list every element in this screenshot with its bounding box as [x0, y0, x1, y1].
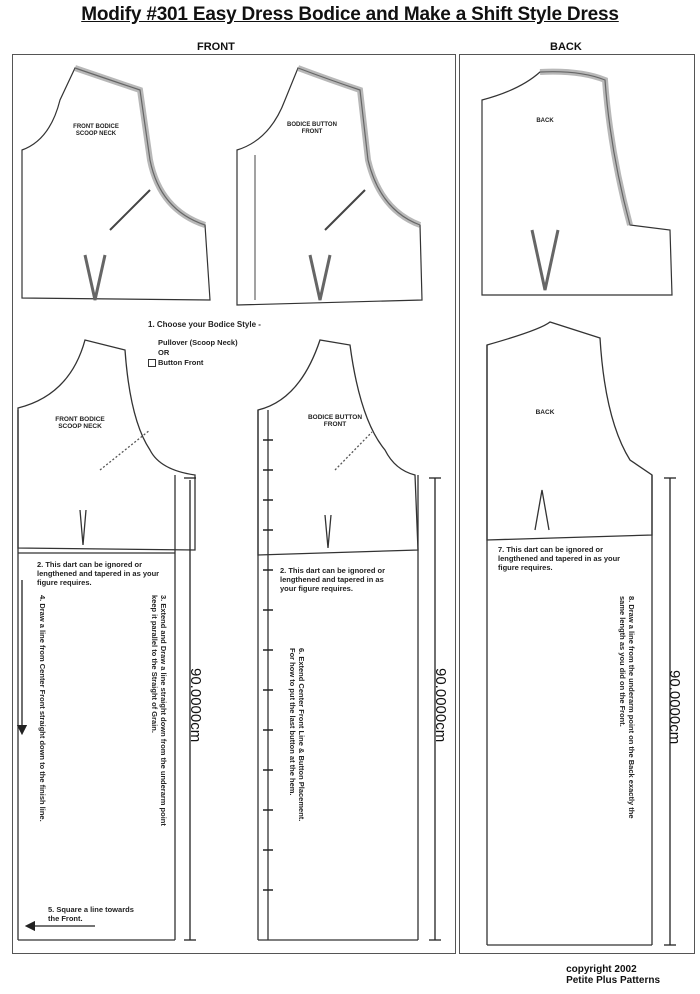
front-button-thumbnail — [237, 68, 422, 305]
label-front-scoop: FRONT BODICE SCOOP NECK — [55, 416, 105, 430]
step1-title: 1. Choose your Bodice Style - — [148, 320, 261, 329]
side-seam-front-note: 3. Extend and Draw a line straight down from the underarm point keep it parallel to the Straight of Grain. — [150, 595, 168, 826]
back-section-label: BACK — [550, 41, 582, 53]
step1-or: OR — [158, 348, 170, 357]
measurement-back: 90.0000cm — [666, 670, 683, 745]
hem-square-note: 5. Square a line towards the Front. — [48, 905, 134, 923]
step1-option-b: Button Front — [158, 358, 204, 367]
label-back: BACK — [535, 409, 555, 416]
measurement-front: 90.0000cm — [187, 668, 204, 743]
front-scoop-thumbnail — [22, 68, 210, 300]
copyright-line1: copyright 2002 — [566, 964, 637, 975]
checkbox-button-front — [148, 359, 156, 367]
copyright — [566, 964, 660, 986]
label-front-scoop-small: FRONT BODICE SCOOP NECK — [73, 124, 119, 137]
front-button-piece — [258, 340, 441, 940]
back-thumbnail — [482, 72, 672, 295]
copyright-line2: Petite Plus Patterns — [566, 975, 660, 986]
dart-note-front: 2. This dart can be ignored or lengthened and tapered in as your figure requires. — [37, 560, 160, 587]
dart-note-button: 2. This dart can be ignored or lengthened and tapered in as your figure requires. — [280, 566, 386, 593]
button-front-extend-note: 6. Extend Center Front Line & Button Placement. For how to put the last button at the hem. — [288, 648, 306, 822]
back-side-seam-note: 8. Draw a line from the underarm point on the Back exactly the same length as you did on the Front. — [618, 596, 636, 819]
label-back-small: BACK — [536, 118, 554, 124]
page-title: Modify #301 Easy Dress Bodice and Make a Shift Style Dress — [81, 4, 619, 25]
front-section-label: FRONT — [197, 41, 235, 53]
dart-note-back: 7. This dart can be ignored or lengthened and tapered in as your figure requires. — [498, 545, 621, 572]
center-front-line-note: 4. Draw a line from Center Front straight down to the finish line. — [38, 595, 47, 822]
step1-option-a: Pullover (Scoop Neck) — [158, 338, 238, 347]
label-front-button: BODICE BUTTON FRONT — [307, 414, 363, 428]
label-front-button-small: BODICE BUTTON FRONT — [287, 122, 337, 135]
measurement-button: 90.0000cm — [432, 668, 449, 743]
back-piece — [487, 322, 676, 945]
